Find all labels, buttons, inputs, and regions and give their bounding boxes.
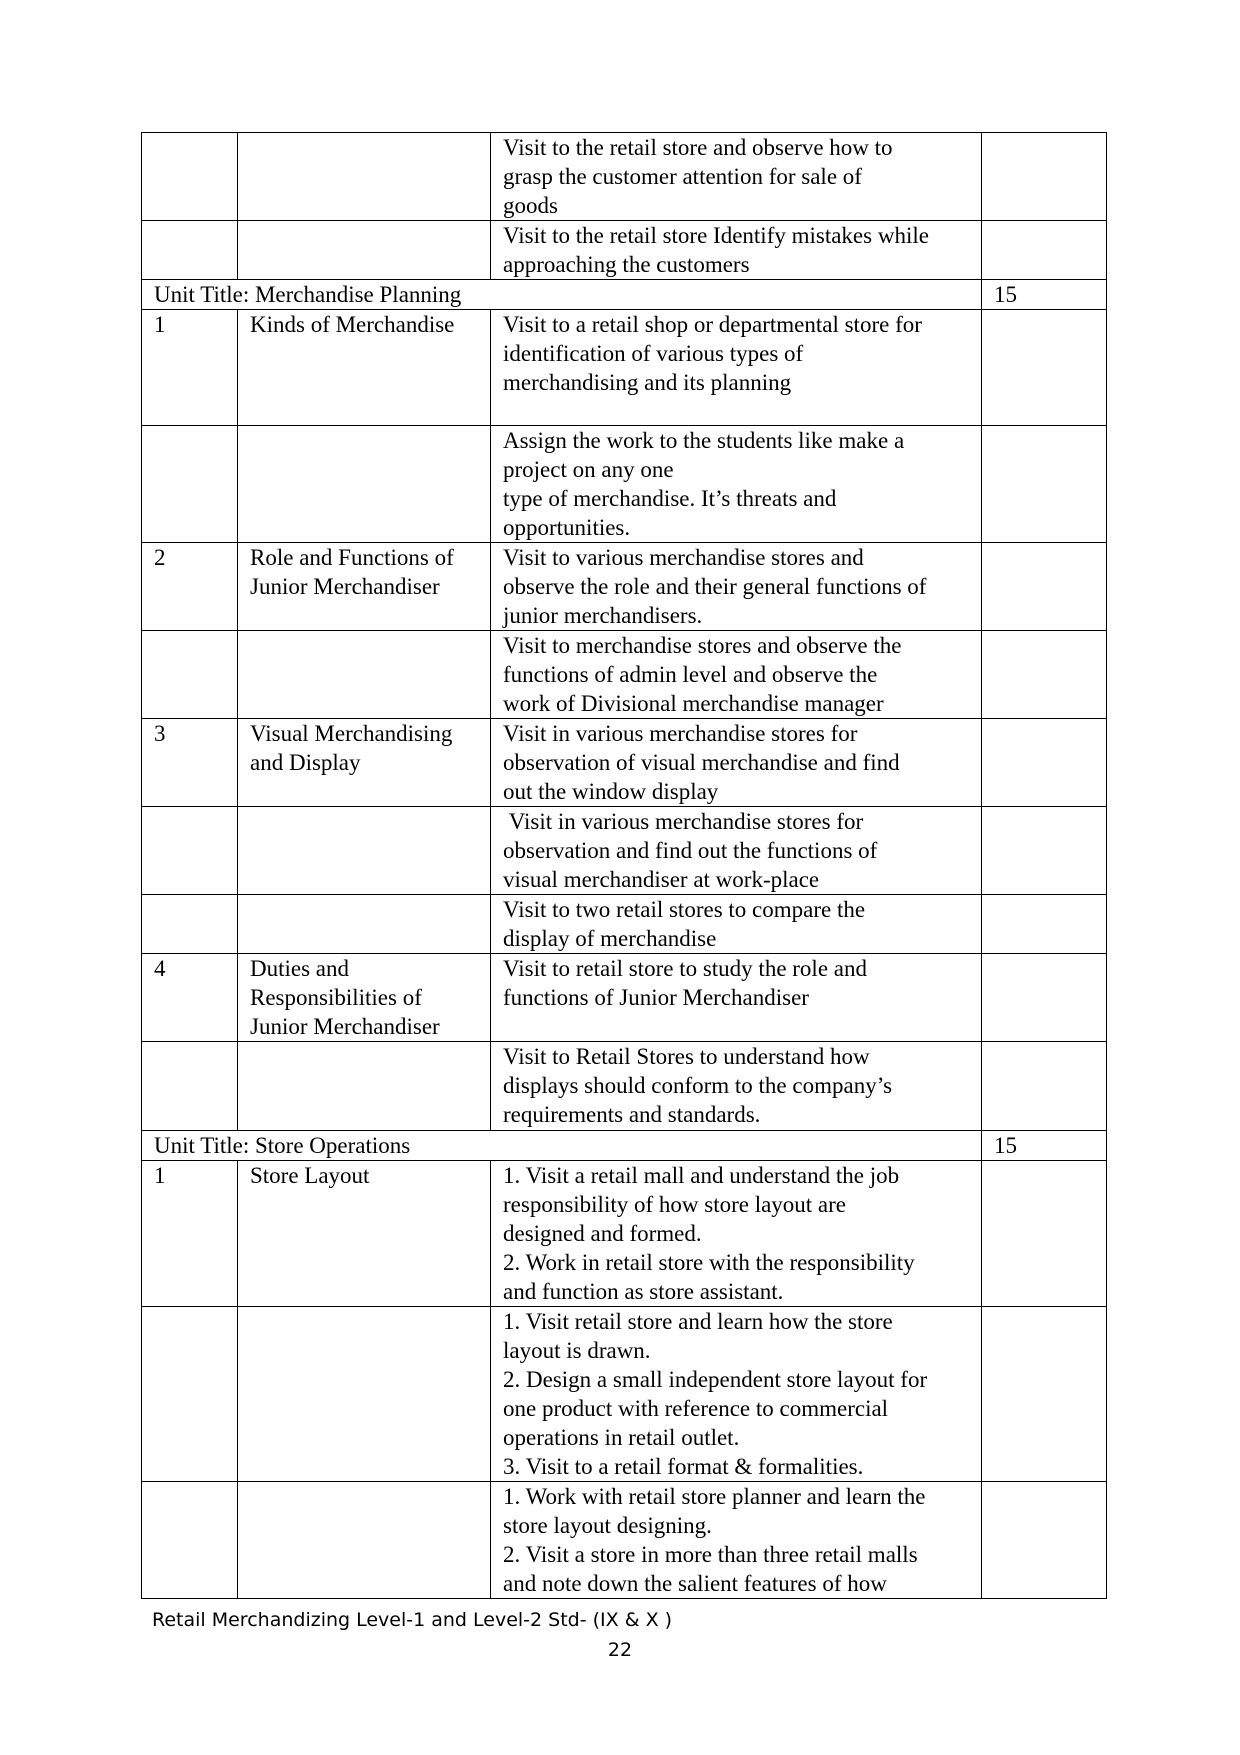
session-title-cell: Duties and Responsibilities of Junior Merchandiser — [238, 954, 491, 1042]
serial-number-cell — [142, 1042, 238, 1131]
activity-cell — [491, 133, 982, 221]
marks-cell — [982, 1482, 1107, 1599]
activity-line: responsibility of how store layout are — [503, 1192, 847, 1217]
activity-line: Visit to the retail store and observe how to — [503, 135, 893, 160]
table-row — [142, 895, 1107, 954]
activity-line: grasp the customer attention for sale of — [503, 164, 862, 189]
serial-number-cell — [142, 426, 238, 543]
session-title-cell: Role and Functions of Junior Merchandiser — [238, 543, 491, 631]
activity-line: identification of various types of — [503, 341, 804, 366]
marks-cell — [982, 954, 1107, 1042]
activity-line: opportunities. — [503, 515, 631, 540]
activity-line: Visit to various merchandise stores and — [503, 545, 864, 570]
syllabus-table — [141, 132, 1107, 1599]
table-row — [142, 631, 1107, 719]
activity-cell — [491, 426, 982, 543]
serial-number-cell — [142, 807, 238, 895]
activity-cell — [491, 954, 982, 1042]
session-title-cell — [238, 1042, 491, 1131]
activity-cell — [491, 895, 982, 954]
activity-cell — [491, 1042, 982, 1131]
session-title-cell: Visual Merchandising and Display — [238, 719, 491, 807]
activity-line: 2. Design a small independent store layout for — [503, 1367, 928, 1392]
activity-line: observation and find out the functions of — [503, 838, 878, 863]
table-row — [142, 1307, 1107, 1482]
unit-marks-cell: 15 — [982, 280, 1107, 310]
activity-cell — [491, 719, 982, 807]
unit-title-row — [142, 1131, 1107, 1161]
activity-line: Visit to a retail shop or departmental store for — [503, 312, 922, 337]
serial-number-cell: 2 — [142, 543, 238, 631]
table-row — [142, 426, 1107, 543]
activity-line: observation of visual merchandise and find — [503, 750, 900, 775]
session-title-cell — [238, 807, 491, 895]
serial-number-cell: 1 — [142, 1161, 238, 1307]
session-title-cell — [238, 1482, 491, 1599]
marks-cell — [982, 895, 1107, 954]
serial-number-cell — [142, 895, 238, 954]
serial-number-cell — [142, 221, 238, 280]
unit-title-cell: Unit Title: Store Operations — [142, 1131, 982, 1161]
marks-cell — [982, 310, 1107, 426]
table-row — [142, 719, 1107, 807]
activity-cell — [491, 221, 982, 280]
activity-line: Visit in various merchandise stores for — [503, 809, 864, 834]
activity-cell — [491, 631, 982, 719]
activity-cell — [491, 310, 982, 426]
marks-cell — [982, 133, 1107, 221]
serial-number-cell: 4 — [142, 954, 238, 1042]
activity-line: layout is drawn. — [503, 1338, 651, 1363]
activity-line: operations in retail outlet. — [503, 1425, 740, 1450]
table-row — [142, 807, 1107, 895]
session-title-cell — [238, 895, 491, 954]
activity-line: Visit to the retail store Identify mistakes while — [503, 223, 929, 248]
activity-line: Assign the work to the students like make a — [503, 428, 905, 453]
activity-line: Visit to merchandise stores and observe the — [503, 633, 902, 658]
marks-cell — [982, 631, 1107, 719]
table-row — [142, 1042, 1107, 1131]
marks-cell — [982, 807, 1107, 895]
session-title-cell — [238, 1307, 491, 1482]
syllabus-table-body — [142, 133, 1107, 1599]
activity-line: and note down the salient features of how — [503, 1571, 887, 1596]
activity-line: approaching the customers — [503, 252, 750, 277]
table-row — [142, 133, 1107, 221]
session-title-cell — [238, 221, 491, 280]
activity-line: functions of admin level and observe the — [503, 662, 878, 687]
activity-cell — [491, 1482, 982, 1599]
activity-cell — [491, 807, 982, 895]
activity-line: and function as store assistant. — [503, 1279, 784, 1304]
serial-number-cell: 3 — [142, 719, 238, 807]
activity-line: project on any one — [503, 457, 674, 482]
activity-line: Visit in various merchandise stores for — [503, 721, 858, 746]
activity-line: junior merchandisers. — [503, 603, 703, 628]
table-row — [142, 221, 1107, 280]
activity-line: type of merchandise. It’s threats and — [503, 486, 837, 511]
activity-line: 1. Work with retail store planner and learn the — [503, 1484, 926, 1509]
table-row — [142, 1482, 1107, 1599]
activity-line: designed and formed. — [503, 1221, 702, 1246]
serial-number-cell — [142, 1307, 238, 1482]
marks-cell — [982, 719, 1107, 807]
activity-cell — [491, 1307, 982, 1482]
session-title-cell: Store Layout — [238, 1161, 491, 1307]
activity-line: one product with reference to commercial — [503, 1396, 889, 1421]
activity-line: 1. Visit a retail mall and understand the job — [503, 1163, 900, 1188]
activity-line: requirements and standards. — [503, 1102, 761, 1127]
serial-number-cell — [142, 1482, 238, 1599]
serial-number-cell — [142, 631, 238, 719]
activity-line: out the window display — [503, 779, 719, 804]
marks-cell — [982, 543, 1107, 631]
activity-line: 1. Visit retail store and learn how the store — [503, 1309, 893, 1334]
activity-cell — [491, 543, 982, 631]
table-row — [142, 543, 1107, 631]
session-title-cell — [238, 426, 491, 543]
activity-line: functions of Junior Merchandiser — [503, 985, 809, 1010]
activity-cell — [491, 1161, 982, 1307]
activity-line: 2. Visit a store in more than three retail malls — [503, 1542, 918, 1567]
unit-title-cell: Unit Title: Merchandise Planning — [142, 280, 982, 310]
activity-line: displays should conform to the company’s — [503, 1073, 893, 1098]
activity-line: Visit to two retail stores to compare the — [503, 897, 866, 922]
activity-line: work of Divisional merchandise manager — [503, 691, 884, 716]
table-row — [142, 1161, 1107, 1307]
marks-cell — [982, 1042, 1107, 1131]
marks-cell — [982, 1307, 1107, 1482]
table-row — [142, 954, 1107, 1042]
marks-cell — [982, 221, 1107, 280]
serial-number-cell: 1 — [142, 310, 238, 426]
activity-line: 3. Visit to a retail format & formalities. — [503, 1454, 864, 1479]
activity-line: Visit to retail store to study the role and — [503, 956, 867, 981]
activity-line: goods — [503, 193, 558, 218]
page-number: 22 — [607, 1639, 633, 1661]
unit-title-row — [142, 280, 1107, 310]
serial-number-cell — [142, 133, 238, 221]
activity-line: observe the role and their general functions of — [503, 574, 927, 599]
footer-title: Retail Merchandizing Level-1 and Level-2 Std- (IX & X ) — [152, 1609, 673, 1631]
activity-line: Visit to Retail Stores to understand how — [503, 1044, 870, 1069]
activity-line: store layout designing. — [503, 1513, 712, 1538]
marks-cell — [982, 1161, 1107, 1307]
session-title-cell — [238, 631, 491, 719]
activity-line: visual merchandiser at work-place — [503, 867, 820, 892]
table-row — [142, 310, 1107, 426]
session-title-cell: Kinds of Merchandise — [238, 310, 491, 426]
session-title-cell — [238, 133, 491, 221]
activity-line: merchandising and its planning — [503, 370, 792, 395]
activity-line: 2. Work in retail store with the responsibility — [503, 1250, 915, 1275]
unit-marks-cell: 15 — [982, 1131, 1107, 1161]
activity-line: display of merchandise — [503, 926, 717, 951]
marks-cell — [982, 426, 1107, 543]
